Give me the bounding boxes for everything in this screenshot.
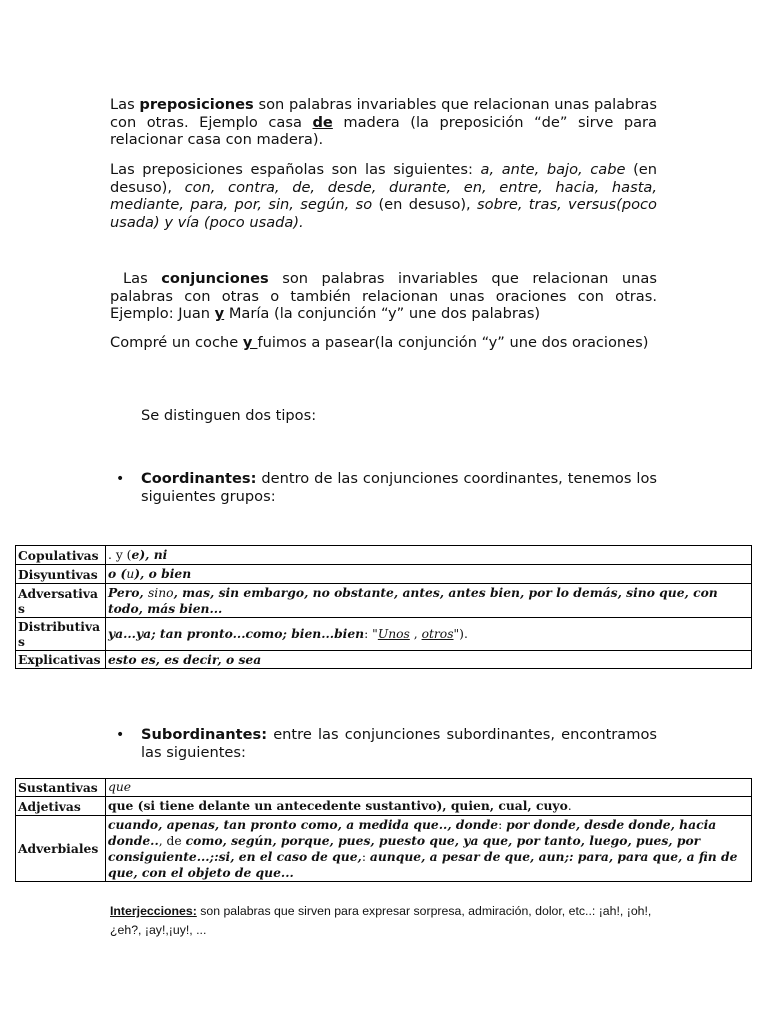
example-de: de [312,113,333,131]
row-value: o (u), o bien [106,565,752,584]
row-key: Adjetivas [16,797,106,816]
row-key: Distributivas [16,618,106,651]
table-row [16,565,752,584]
text: entre las conjunciones subordinantes, encontramos las siguientes: [141,726,657,761]
table-row [16,816,752,882]
table-row [16,779,752,797]
text: son palabras invariables que relacionan unas palabras con otras o también relacionan unas oraciones con otras. Ejemplo: Juan [110,270,657,322]
prep-paragraph-2 [110,161,657,231]
row-key: Disyuntivas [16,565,106,584]
prep-list-2: con, contra, de, desde, durante, en, entre, hacia, hasta, mediante, para, por, sin, según, so [110,178,657,213]
coord-table [15,545,752,669]
subord-table [15,778,752,882]
row-value: que (si tiene delante un antecedente sustantivo), quien, cual, cuyo. [106,797,752,816]
text: María (la conjunción “y” une dos palabras) [224,305,541,322]
coord-intro [141,470,657,505]
text: Las [110,96,140,113]
bullet-icon: • [116,727,125,743]
prep-list-1: a, ante, bajo, cabe [480,161,626,178]
table-row [16,797,752,816]
table-row [16,584,752,618]
row-key: Adverbiales [16,816,106,882]
row-key: Explicativas [16,651,106,669]
text: fuimos a pasear(la conjunción “y” une dos oraciones) [257,334,649,351]
interjecciones-paragraph [110,902,670,940]
text: (en desuso), [110,161,657,196]
text: Las preposiciones españolas son las siguientes: [110,161,481,178]
bullet-icon: • [116,471,125,487]
term-subordinantes: Subordinantes: [141,726,268,743]
text: madera (la preposición “de” sirve para relacionar casa con madera). [110,113,658,148]
row-key: Adversativas [16,584,106,618]
row-value: . y (e), ni [106,546,752,565]
table-row [16,618,752,651]
table-row [16,546,752,565]
term-coordinantes: Coordinantes: [141,470,257,487]
row-value: que [106,779,752,797]
text: Las [123,270,162,287]
row-value: esto es, es decir, o sea [106,651,752,669]
row-value: cuando, apenas, tan pronto como, a medida que.., donde: por donde, desde donde, hacia donde.., de como, según, porque, pues, puesto que, ya que, por tanto, luego, pues, por consiguiente...;:si, en el caso de que,: aunque, a pesar de que, aun;: para, para que, a fin de que, con el objeto de que... [106,816,752,882]
subord-intro [141,726,657,761]
example-y-2: y [242,334,258,351]
text: dentro de las conjunciones coordinantes, tenemos los siguientes grupos: [141,470,657,505]
text: son palabras invariables que relacionan unas palabras con otras. Ejemplo casa [110,96,657,131]
row-value: Pero, sino, mas, sin embargo, no obstante, antes, antes bien, por lo demás, sino que, con todo, más bien... [106,584,752,618]
term-interjecciones: Interjecciones: [110,904,197,918]
term-conjunciones: conjunciones [161,270,269,287]
row-key: Sustantivas [16,779,106,797]
row-key: Copulativas [16,546,106,565]
conj-paragraph-1 [110,270,657,323]
table-row [16,651,752,669]
tipos-line: Se distinguen dos tipos: [141,407,317,424]
text: son palabras que sirven para expresar sorpresa, admiración, dolor, etc..: ¡ah!, ¡oh!, ¿eh?, ¡ay!,¡uy!, ... [110,904,652,937]
row-value: ya...ya; tan pronto...como; bien...bien: "Unos , otros"). [106,618,752,651]
prep-list-3: sobre, tras, versus(poco usada) y vía (poco usada). [110,196,657,231]
example-y: y [214,305,225,322]
text: Compré un coche [110,334,243,351]
conj-paragraph-2 [110,334,657,352]
text: (en desuso), [372,196,478,213]
term-preposiciones: preposiciones [139,96,254,113]
prep-paragraph-1 [110,96,657,149]
